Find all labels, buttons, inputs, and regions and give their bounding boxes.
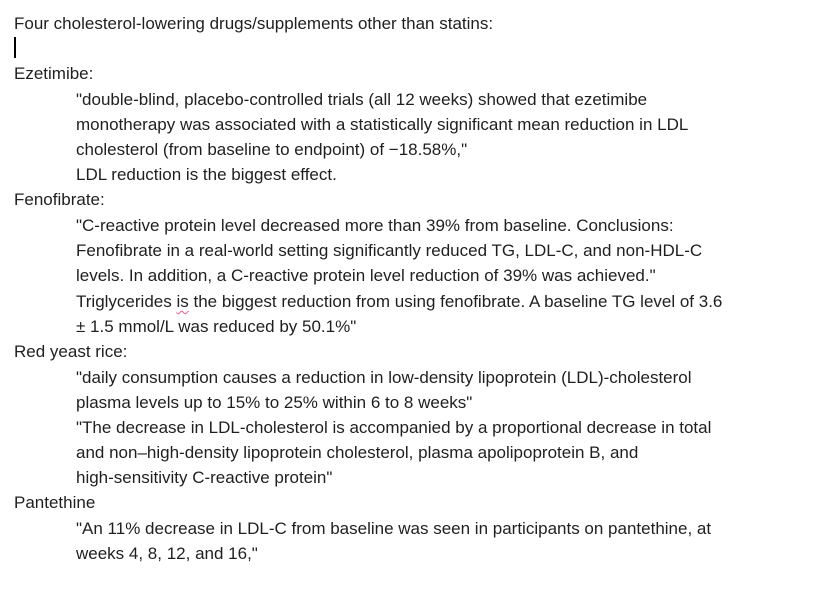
- quote-line: high-sensitivity C-reactive protein": [76, 468, 333, 487]
- quote-line: plasma levels up to 15% to 25% within 6 to 8 weeks": [76, 393, 473, 412]
- heading-pantethine: Pantethine: [14, 493, 96, 512]
- quote-line: levels. In addition, a C-reactive protein level reduction of 39% was achieved.": [76, 266, 656, 285]
- spellcheck-flagged-word[interactable]: is: [176, 292, 189, 311]
- note-line: ± 1.5 mmol/L was reduced by 50.1%": [76, 317, 357, 336]
- heading-red-yeast-rice: Red yeast rice:: [14, 342, 128, 361]
- note-text: the biggest reduction from using fenofibrate. A baseline TG level of 3.6: [193, 292, 723, 311]
- quote-line: Fenofibrate in a real-world setting significantly reduced TG, LDL-C, and non-HDL-C: [76, 241, 703, 260]
- quote-line: "C-reactive protein level decreased more than 39% from baseline. Conclusions:: [76, 216, 674, 235]
- quote-line: "An 11% decrease in LDL-C from baseline was seen in participants on pantethine, at: [76, 519, 712, 538]
- quote-line: cholesterol (from baseline to endpoint) of −18.58%,": [76, 140, 468, 159]
- heading-ezetimibe: Ezetimibe:: [14, 64, 94, 83]
- intro-line: Four cholesterol-lowering drugs/supplements other than statins:: [14, 14, 494, 33]
- note-line: LDL reduction is the biggest effect.: [76, 165, 337, 184]
- note-text: Triglycerides: [76, 292, 172, 311]
- quote-line: and non–high-density lipoprotein cholesterol, plasma apolipoprotein B, and: [76, 443, 639, 462]
- quote-line: monotherapy was associated with a statistically significant mean reduction in LDL: [76, 115, 689, 134]
- quote-line: "The decrease in LDL-cholesterol is accompanied by a proportional decrease in total: [76, 418, 712, 437]
- quote-line: "double-blind, placebo-controlled trials (all 12 weeks) showed that ezetimibe: [76, 90, 648, 109]
- quote-line: weeks 4, 8, 12, and 16,": [76, 544, 258, 563]
- note-line: [76, 289, 722, 314]
- text-cursor: [14, 37, 16, 58]
- quote-line: "daily consumption causes a reduction in low-density lipoprotein (LDL)-cholesterol: [76, 368, 692, 387]
- heading-fenofibrate: Fenofibrate:: [14, 190, 105, 209]
